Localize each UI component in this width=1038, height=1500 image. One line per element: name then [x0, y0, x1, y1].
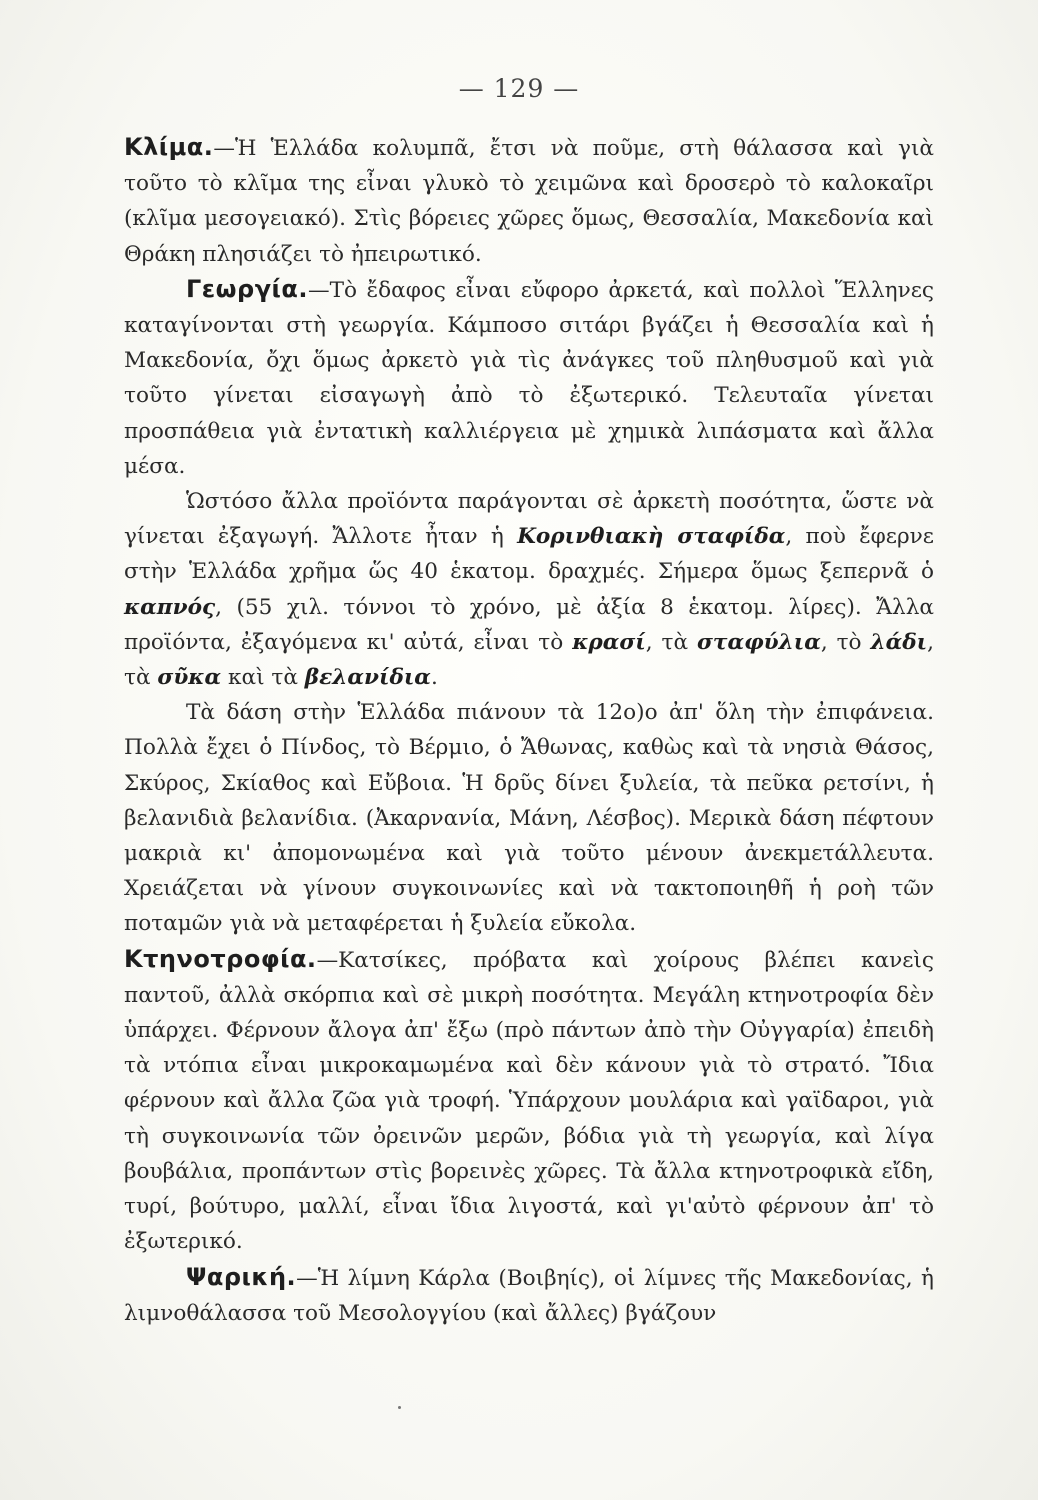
agriculture-text: —Τὸ ἔδαφος εἶναι εὔφορο ἀρκετά, καὶ πολλοὶ Ἕλληνες καταγίνονται στὴ γεωργία. Κάμποσο σιτάρι βγάζει ἡ Θεσσαλία καὶ ἡ Μακεδονία, ὄχι ὅμως ἀρκετὸ γιὰ τὶς ἀνάγκες τοῦ πληθυσμοῦ καὶ γιὰ τοῦτο γίνεται εἰσαγωγὴ ἀπὸ τὸ ἐξωτερικό. Τελευταῖα γίνεται προσπάθεια γιὰ ἐντατικὴ καλλιέργεια μὲ χημικὰ λιπάσματα καὶ ἄλλα μέσα.: [124, 277, 934, 479]
emph-currant: Κορινθιακὴ σταφίδα: [517, 524, 786, 550]
heading-agriculture: Γεωργία.: [186, 274, 308, 303]
paragraph-agriculture: [124, 272, 934, 484]
emph-tobacco: καπνός: [124, 594, 216, 620]
heading-fishing: Ψαρική.: [186, 1262, 297, 1291]
paragraph-forests: [124, 695, 934, 941]
forests-text: Τὰ δάση στὴν Ἑλλάδα πιάνουν τὰ 12ο)ο ἀπ' ὅλη τὴν ἐπιφάνεια. Πολλὰ ἔχει ὁ Πίνδος, τὸ Βέρμιο, ὁ Ἄθωνας, καθὼς καὶ τὰ νησιὰ Θάσος, Σκύρος, Σκίαθος καὶ Εὔβοια. Ἡ δρῦς δίνει ξυλεία, τὰ πεῦκα ρετσίνι, ἡ βελανιδιὰ βελανίδια. (Ἀκαρνανία, Μάνη, Λέσβος). Μερικὰ δάση πέφτουν μακριὰ κι' ἀπομονωμένα καὶ γιὰ τοῦτο μένουν ἀνεκμετάλλευτα. Χρειάζεται νὰ γίνουν συγκοινωνίες καὶ νὰ τακτοποιηθῆ ἡ ροὴ τῶν ποταμῶν γιὰ νὰ μεταφέρεται ἡ ξυλεία εὔκολα.: [124, 700, 934, 937]
products-text-6: , τὰ: [124, 629, 935, 691]
products-text-8: .: [430, 665, 438, 691]
body-text: [124, 130, 934, 1331]
fishing-text: —Ἡ λίμνη Κάρλα (Βοιβηίς), οἱ λίμνες τῆς Μακεδονίας, ἡ λιμνοθάλασσα τοῦ Μεσολογγίου (καὶ ἄλλες) βγάζουν: [124, 1265, 934, 1326]
paragraph-livestock: [124, 942, 934, 1260]
paragraph-products: [124, 484, 934, 695]
page-number: — 129 —: [458, 74, 580, 103]
heading-climate: Κλίμα.: [124, 133, 214, 161]
paragraph-climate: [124, 130, 934, 272]
products-text-2: , ποὺ ἔφερνε στὴν Ἑλλάδα χρῆμα ὥς 40 ἑκατομ. δραχμές. Σήμερα ὅμως ξεπερνᾶ ὁ: [124, 524, 934, 585]
products-text-3: , (55 χιλ. τόννοι τὸ χρόνο, μὲ ἀξία 8 ἑκατομ. λίρες). Ἄλλα προϊόντα, ἐξαγόμενα κι' αὐτά, εἶναι τὸ: [124, 594, 934, 655]
products-text-1: Ὡστόσο ἄλλα προϊόντα παράγονται σὲ ἀρκετὴ ποσότητα, ὥστε νὰ γίνεται ἐξαγωγή. Ἄλλοτε ἦταν ἡ: [124, 489, 934, 550]
emph-grapes: σταφύλια: [697, 629, 821, 655]
emph-wine: κρασί: [572, 629, 646, 655]
products-text-7: καὶ τὰ: [221, 665, 305, 691]
emph-acorns: βελανίδια: [304, 665, 431, 691]
emph-oil: λάδι: [870, 629, 928, 655]
print-speck: [398, 1406, 401, 1409]
emph-figs: σῦκα: [157, 665, 222, 691]
paragraph-fishing: [124, 1260, 934, 1331]
livestock-text: —Κατσίκες, πρόβατα καὶ χοίρους βλέπει κανεὶς παντοῦ, ἀλλὰ σκόρπια καὶ σὲ μικρὴ ποσότητα. Μεγάλη κτηνοτροφία δὲν ὑπάρχει. Φέρνουν ἄλογα ἀπ' ἔξω (πρὸ πάντων ἀπὸ τὴν Οὐγγαρία) ἐπειδὴ τὰ ντόπια εἶναι μικροκαμωμένα καὶ δὲν κάνουν γιὰ τὸ στρατό. Ἴδια φέρνουν καὶ ἄλλα ζῶα γιὰ τροφή. Ὑπάρχουν μουλάρια καὶ γαϊδαροι, γιὰ τὴ συγκοινωνία τῶν ὀρεινῶν μερῶν, βόδια γιὰ τὴ γεωργία, καὶ λίγα βουβάλια, προπάντων στὶς βορεινὲς χῶρες. Τὰ ἄλλα κτηνοτροφικὰ εἴδη, τυρί, βούτυρο, μαλλί, εἶναι ἴδια λιγοστά, καὶ γι'αὐτὸ φέρνουν ἀπ' τὸ ἐξωτερικό.: [124, 947, 934, 1255]
heading-livestock: Κτηνοτροφία.: [124, 944, 317, 973]
products-text-4: , τὰ: [645, 629, 698, 655]
products-text-5: , τὸ: [820, 629, 871, 655]
climate-text: —Ἡ Ἑλλάδα κολυμπᾶ, ἔτσι νὰ ποῦμε, στὴ θάλασσα καὶ γιὰ τοῦτο τὸ κλῖμα της εἶναι γλυκὸ τὸ χειμῶνα καὶ δροσερὸ τὸ καλοκαῖρι (κλῖμα μεσογειακό). Στὶς βόρειες χῶρες ὅμως, Θεσσαλία, Μακεδονία καὶ Θράκη πλησιάζει τὸ ἠπειρωτικό.: [124, 136, 934, 267]
